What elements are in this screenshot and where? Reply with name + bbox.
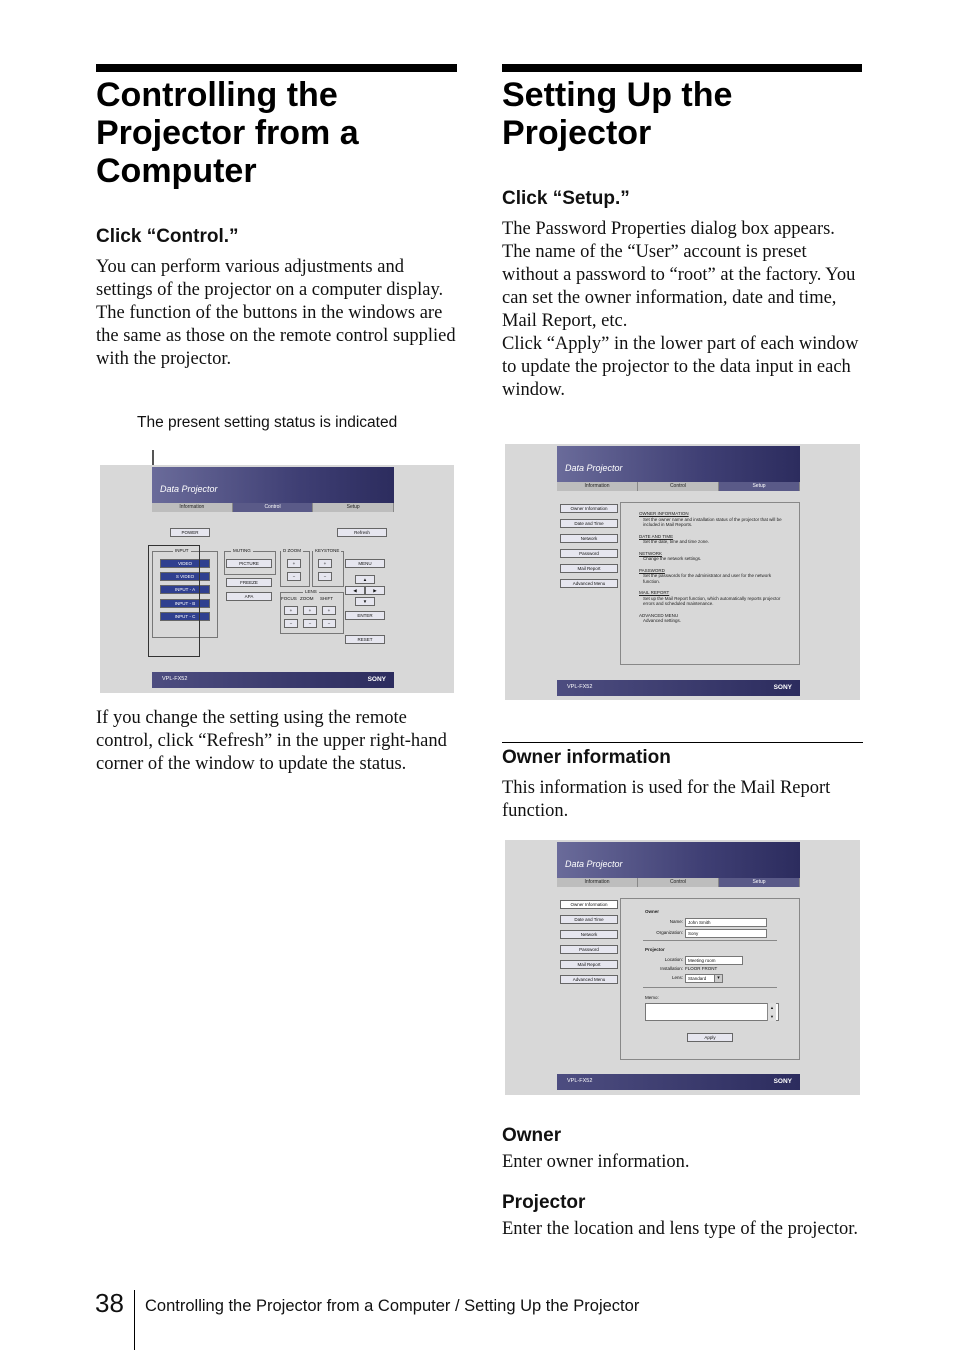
owner-heading: Owner xyxy=(502,1125,562,1146)
enter-button[interactable]: ENTER xyxy=(345,611,385,620)
owner-nav-date-time[interactable]: Date and Time xyxy=(560,915,618,924)
keystone-plus-button[interactable]: + xyxy=(318,559,332,568)
projector-body: Enter the location and lens type of the projector. xyxy=(502,1219,859,1239)
desc-network-head: NETWORK xyxy=(639,550,662,556)
projector-heading: Projector xyxy=(502,1192,586,1213)
shift-minus-button[interactable]: − xyxy=(322,619,336,628)
setup-model-label: VPL-FX52 xyxy=(567,684,593,690)
owner-app-title: Data Projector xyxy=(565,859,623,869)
sony-logo: SONY xyxy=(367,676,386,683)
desc-owner-head: OWNER INFORMATION xyxy=(639,511,689,516)
tab-setup[interactable]: Setup xyxy=(313,503,394,512)
lens-zoom-label: ZOOM xyxy=(300,596,314,601)
owner-footer xyxy=(557,1074,800,1090)
nav-network[interactable]: Network xyxy=(560,534,618,543)
installation-value: FLOOR FRONT xyxy=(685,966,718,971)
menu-button[interactable]: MENU xyxy=(345,559,385,568)
owner-tab-control[interactable]: Control xyxy=(638,878,719,887)
owner-form-panel xyxy=(620,898,800,1060)
input-a-button[interactable]: INPUT - A xyxy=(160,585,210,594)
owner-info-heading: Owner information xyxy=(502,747,671,768)
input-group-label: INPUT xyxy=(175,548,189,553)
muting-picture-button[interactable]: PICTURE xyxy=(226,559,272,568)
refresh-note: If you change the setting using the remote control, click “Refresh” in the upper right-hand corner of the window to update the status. xyxy=(96,708,447,774)
setup-tab-setup[interactable]: Setup xyxy=(719,482,800,491)
title-rule xyxy=(96,64,457,72)
desc-mail-head: MAIL REPORT xyxy=(639,590,670,595)
page-title: Controlling the Projector from a Computer xyxy=(96,76,359,190)
name-label: Name: xyxy=(669,919,683,924)
running-title: Controlling the Projector from a Computer / Setting Up the Projector xyxy=(145,1297,640,1315)
owner-nav-network[interactable]: Network xyxy=(560,930,618,939)
tab-information[interactable]: Information xyxy=(152,503,233,512)
app-banner xyxy=(152,467,394,503)
desc-date-text: Set the date, time and time zone. xyxy=(643,539,710,544)
nav-date-time[interactable]: Date and Time xyxy=(560,519,618,528)
setup-sony-logo: SONY xyxy=(773,684,792,691)
arrow-left-button[interactable]: ◀ xyxy=(345,586,365,595)
dzoom-group-label: D ZOOM xyxy=(283,548,301,553)
desc-date-head: DATE AND TIME xyxy=(639,533,674,539)
reset-button[interactable]: RESET xyxy=(345,635,385,644)
projector-section-label: Projector xyxy=(645,947,665,952)
title-rule-right xyxy=(502,64,862,72)
location-field[interactable]: Meeting room xyxy=(685,956,743,965)
desc-password-head: PASSWORD xyxy=(639,567,665,573)
control-subheading: Click “Control.” xyxy=(96,226,239,247)
arrow-down-button[interactable]: ▼ xyxy=(355,597,375,606)
shift-plus-button[interactable]: + xyxy=(322,606,336,615)
installation-label: Installation: xyxy=(660,966,683,971)
tab-bar xyxy=(152,503,394,512)
keystone-group xyxy=(312,548,344,587)
location-label: Location: xyxy=(664,957,683,962)
owner-divider xyxy=(643,940,777,941)
freeze-button[interactable]: FREEZE xyxy=(226,578,272,587)
desc-advanced-head: ADVANCED MENU xyxy=(639,612,679,618)
arrow-right-button[interactable]: ▶ xyxy=(365,586,385,595)
nav-owner-information[interactable]: Owner Information xyxy=(560,504,618,513)
zoom-plus-button[interactable]: + xyxy=(303,606,317,615)
keystone-minus-button[interactable]: − xyxy=(318,572,332,581)
organization-field[interactable]: Sony xyxy=(685,929,767,938)
owner-info-body: This information is used for the Mail Report function. xyxy=(502,778,831,821)
name-field[interactable]: John Smith xyxy=(685,918,767,927)
memo-scrollbar[interactable]: ▲ ▼ xyxy=(767,1003,776,1021)
owner-section-label: Owner xyxy=(645,909,660,914)
nav-advanced-menu[interactable]: Advanced Menu xyxy=(560,579,618,588)
owner-nav-owner-information[interactable]: Owner Information xyxy=(560,900,618,909)
dzoom-plus-button[interactable]: + xyxy=(287,559,301,568)
lens-group-label: LENS xyxy=(305,589,317,594)
apply-button[interactable]: Apply xyxy=(687,1033,733,1042)
setup-tab-bar xyxy=(557,482,800,491)
owner-model-label: VPL-FX52 xyxy=(567,1078,593,1084)
setup-banner xyxy=(557,446,800,482)
control-intro: You can perform various adjustments and settings of the projector on a computer display. The function of the buttons in the windows are the same as those on the remote control supplied with the projector. xyxy=(96,257,456,369)
chevron-down-icon[interactable]: ▾ xyxy=(714,975,722,982)
section-divider xyxy=(502,742,863,743)
section-title: Setting Up the Projector xyxy=(502,76,733,152)
nav-mail-report[interactable]: Mail Report xyxy=(560,564,618,573)
desc-owner-text: Set the owner name and installation status of the projector that will be included in Mail Reports. xyxy=(643,516,782,527)
lens-shift-label: SHIFT xyxy=(320,596,333,601)
status-highlight xyxy=(148,545,200,657)
organization-label: Organization: xyxy=(656,930,683,935)
owner-tab-information[interactable]: Information xyxy=(557,878,638,887)
owner-sony-logo: SONY xyxy=(773,1078,792,1085)
memo-label: Memo: xyxy=(645,995,659,1000)
window-footer xyxy=(152,672,394,688)
setup-intro: The Password Properties dialog box appears. The name of the “User” account is preset without a password to “root” at the factory. You can set the owner information, date and time, Mail Report, etc. Click “Apply” in the lower part of each window to update the projector to the data input in each window. xyxy=(502,219,859,400)
owner-tab-bar xyxy=(557,878,800,887)
setup-description-panel xyxy=(620,502,800,665)
zoom-minus-button[interactable]: − xyxy=(303,619,317,628)
owner-banner xyxy=(557,842,800,878)
setup-tab-control[interactable]: Control xyxy=(638,482,719,491)
footer-rule xyxy=(134,1290,135,1350)
owner-nav-mail-report[interactable]: Mail Report xyxy=(560,960,618,969)
desc-advanced-text: Advanced settings. xyxy=(643,618,682,623)
desc-password-text: Set the passwords for the administrator and user for the network function. xyxy=(643,573,772,584)
tab-control[interactable]: Control xyxy=(233,503,314,512)
desc-network-text: Change the network settings. xyxy=(643,556,702,561)
focus-minus-button[interactable]: − xyxy=(284,619,298,628)
setup-subheading: Click “Setup.” xyxy=(502,188,630,209)
model-label: VPL-FX52 xyxy=(162,676,188,682)
muting-group-label: MUTING xyxy=(233,548,251,553)
input-svideo-button[interactable]: S VIDEO xyxy=(160,572,210,581)
setup-window-screenshot xyxy=(505,444,860,700)
keystone-group-label: KEYSTONE xyxy=(315,548,340,553)
owner-nav-advanced-menu[interactable]: Advanced Menu xyxy=(560,975,618,984)
memo-textarea[interactable] xyxy=(645,1003,779,1021)
owner-nav-password[interactable]: Password xyxy=(560,945,618,954)
page-number: 38 xyxy=(95,1288,124,1318)
owner-tab-setup[interactable]: Setup xyxy=(719,878,800,887)
desc-mail-text: Set up the Mail Report function, which automatically reports projector errors and scheduled maintenance. xyxy=(643,595,781,606)
status-callout: The present setting status is indicated xyxy=(137,414,398,431)
setup-footer xyxy=(557,680,800,696)
dzoom-group xyxy=(280,548,310,587)
setup-tab-information[interactable]: Information xyxy=(557,482,638,491)
power-button[interactable]: POWER xyxy=(170,528,210,537)
input-c-button[interactable]: INPUT - C xyxy=(160,612,210,621)
app-title: Data Projector xyxy=(160,484,218,494)
lens-select[interactable]: Standard xyxy=(685,974,723,983)
owner-body: Enter owner information. xyxy=(502,1152,690,1172)
dzoom-minus-button[interactable]: − xyxy=(287,572,301,581)
refresh-button[interactable]: Refresh xyxy=(337,528,387,537)
lens-focus-label: FOCUS xyxy=(281,596,297,601)
arrow-up-button[interactable]: ▲ xyxy=(355,575,375,584)
setup-app-title: Data Projector xyxy=(565,463,623,473)
input-video-button[interactable]: VIDEO xyxy=(160,559,210,568)
focus-plus-button[interactable]: + xyxy=(284,606,298,615)
input-b-button[interactable]: INPUT - B xyxy=(160,599,210,608)
owner-window-screenshot xyxy=(505,840,860,1095)
lens-label: Lens: xyxy=(671,975,683,980)
apa-button[interactable]: APA xyxy=(226,592,272,601)
nav-password[interactable]: Password xyxy=(560,549,618,558)
projector-divider xyxy=(643,987,777,988)
